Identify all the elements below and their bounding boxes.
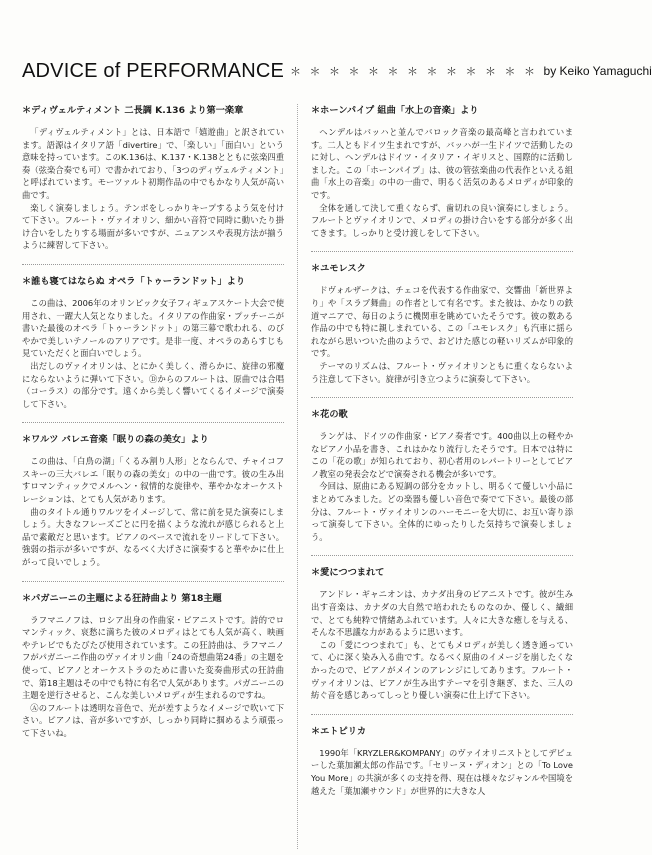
section-paragraph: この曲は、2006年のオリンピック女子フィギュアスケート大会で使用され、一躍大人気となりました。イタリアの作曲家・プッチーニが書いた最後のオペラ「トゥーランドット」の第三幕で歌われる、のびやかで美しいテノールのアリアです。是非一度、オペラのあらすじも見ていただくと面白いでしょう。 [22, 297, 284, 359]
right-column [311, 104, 573, 809]
section-title: ＊ユモレスク [311, 263, 366, 275]
section-separator [311, 251, 573, 252]
section-paragraph: 楽しく演奏しましょう。テンポをしっかりキープするよう気を付けて下さい。フルート・ヴァイオリン、細かい音符で同時に動いたり掛け合いをしたりする場面が多いですが、ニュアンスや表現方法が揃うように練習して下さい。 [22, 202, 284, 251]
section-title: ＊ホーンパイプ 組曲「水上の音楽」より [311, 105, 479, 116]
article-section [22, 275, 284, 410]
section-separator [22, 422, 284, 423]
section-separator [22, 581, 284, 582]
section-title: ＊愛につつまれて [311, 567, 385, 579]
section-separator [22, 264, 284, 265]
section-paragraph: テーマのリズムは、フルート・ヴァイオリンともに重くならないよう注意して下さい。旋律が引き立つように演奏して下さい。 [311, 360, 573, 384]
section-title: ＊エトピリカ [311, 725, 367, 737]
section-title: ＊パガニーニの主題による狂詩曲より 第18主題 [22, 592, 222, 604]
article-section [311, 262, 573, 385]
page-header [22, 58, 652, 84]
section-paragraph: 出だしのヴァイオリンは、とにかく美しく、滑らかに、旋律の邪魔にならないように弾いて下さい。Ⓓからのフルートは、原曲では合唱（コーラス）の部分です。遠くから美しく響いてくるイメージで演奏して下さい。 [22, 360, 284, 409]
section-separator [311, 555, 573, 556]
page-title: ADVICE of PERFORMANCE [22, 59, 285, 82]
article-section [22, 104, 284, 252]
section-paragraph: ドヴォルザークは、チェコを代表する作曲家で、交響曲「新世界より」や「スラブ舞曲」の作者として有名です。また彼は、かなりの鉄道マニアで、毎日のように機関車を眺めていたそうです。彼の数ある作品の中でも特に親しまれている、この「ユモレスク」も汽車に揺られながら思いついた曲のようで、おどけた感じの軽いリズムが印象的です。 [311, 285, 573, 359]
section-paragraph: この「愛につつまれて」も、とてもメロディが美しく透き通っていて、心に深く染み入る曲です。なるべく原曲のイメージを崩したくなかったので、ピアノがメインのアレンジにしてあります。フルート・ヴァイオリンは、ピアノが生み出すテーマを引き継ぎ、また、三人の紡ぐ音を感じあってしっとり優しい演奏に仕上げて下さい。 [311, 639, 573, 701]
section-paragraph: この曲は、「白鳥の湖」「くるみ割り人形」とならんで、チャイコフスキーの三大バレエ「眠りの森の美女」の中の一曲です。彼の生み出すロマンティックでメルヘン・叙情的な旋律や、華やかなオーケストレーションは、とても人気があります。 [22, 456, 284, 505]
section-separator [311, 397, 573, 398]
article-section [311, 408, 573, 543]
article-section [311, 566, 573, 701]
author-byline: by Keiko Yamaguchi [543, 64, 652, 78]
section-paragraph: 今回は、原曲にある短調の部分をカットし、明るくて優しい小品にまとめてみました。どの楽器も優しい音色で奏でて下さい。最後の部分は、フルート・ヴァイオリンのハーモニーを大切に、お互い寄り添って演奏して下さい。全体的にゆったりした気持ちで演奏しましょう。 [311, 481, 573, 542]
section-paragraph: ランゲは、ドイツの作曲家・ピアノ奏者です。400曲以上の軽やかなピアノ小品を書き、これはかなり流行したそうです。日本では特にこの「花の歌」が知られており、初心者用のレパートリーとしてピアノ教室の発表会などで演奏される機会が多いです。 [311, 431, 573, 479]
column-divider [297, 104, 298, 849]
section-paragraph: ヘンデルはバッハと並んでバロック音楽の最高峰と言われています。二人ともドイツ生まれですが、バッハが一生ドイツで活動したのに対し、ヘンデルはドイツ・イタリア・イギリスと、国際的に活動しました。この「ホーンパイプ」は、彼の管弦楽曲の代表作といえる組曲「水上の音楽」の中の一曲で、明るく活気のあるメロディが印象的です。 [311, 127, 573, 200]
section-title: ＊ディヴェルティメント 二長調 K.136 より第一楽章 [22, 105, 244, 116]
section-paragraph: ラフマニノフは、ロシア出身の作曲家・ピアニストです。詩的でロマンティック、哀愁に満ちた彼のメロディはとても人気が高く、映画やテレビでもたびたび使用されています。この狂詩曲は、ラフマニノフがパガニーニ作曲のヴァイオリン曲「24の奇想曲第24番」の主題を使って、ピアノとオーケストラのために書いた変奏曲形式の狂詩曲で、第18主題はその中でも特に有名で人気があります。パガニーニの主題を逆行させると、こんな美しいメロディが生まれるのですね。 [22, 614, 284, 701]
article-section [22, 592, 284, 740]
section-paragraph: 1990年「KRYZLER&KOMPANY」のヴァイオリニストとしてデビューした葉加瀬太郎の作品です。「セリーヌ・ディオン」との「To Love You More」の共演が多くの支持を得、現在は様々なジャンルや国境を越えた「葉加瀬サウンド」が世界的に大きな人 [311, 747, 573, 796]
section-paragraph: Ⓐのフルートは透明な音色で、光が差すようなイメージで吹いて下さい。ピアノは、音が多いですが、しっかり同時に掴めるよう頑張って下さいね。 [22, 702, 284, 738]
section-title: ＊誰も寝てはならぬ オペラ「トゥーランドット」より [22, 275, 246, 287]
left-column [22, 104, 284, 752]
decorative-stars: ＊＊＊＊＊＊＊＊＊＊＊＊＊ [290, 65, 544, 78]
article-section [22, 433, 284, 568]
section-paragraph: アンドレ・ギャニオンは、カナダ出身のピアニストです。彼が生み出す音楽は、カナダの大自然で培われたものなのか、優しく、繊細で、とても純粋で情緒あふれています。人々に大きな癒しを与える、そんな不思議な力があるように思います。 [311, 589, 573, 638]
section-paragraph: 曲のタイトル通りワルツをイメージして、常に前を見た演奏にしましょう。大きなフレーズごとに円を描くような流れが感じられると上品で素敵だと思います。ピアノのベースで流れをリードして下さい。強弱の指示が多いですが、なるべく大げさに演奏すると華やかに仕上がって良いでしょう。 [22, 506, 284, 568]
section-paragraph: 「ディヴェルティメント」とは、日本語で「嬉遊曲」と訳されています。語源はイタリア語「divertire」で、「楽しい」「面白い」という意味を持っています。このK.136は、K.137・K.138とともに弦楽四重奏（弦楽合奏でも可）で書かれており、「3つのディヴェルティメント」と呼ばれています。モーツァルト初期作品の中でもかなり人気が高い曲です。 [22, 127, 284, 200]
section-title: ＊花の歌 [311, 409, 348, 421]
article-section [311, 725, 573, 797]
article-section [311, 104, 573, 239]
section-paragraph: 全体を通して決して重くならず、歯切れの良い演奏にしましょう。フルートとヴァイオリンで、メロディの掛け合いをする部分が多く出てきます。しっかりと受け渡しをして下さい。 [311, 202, 573, 238]
section-title: ＊ワルツ バレエ音楽「眠りの森の美女」より [22, 434, 209, 446]
section-separator [311, 714, 573, 715]
